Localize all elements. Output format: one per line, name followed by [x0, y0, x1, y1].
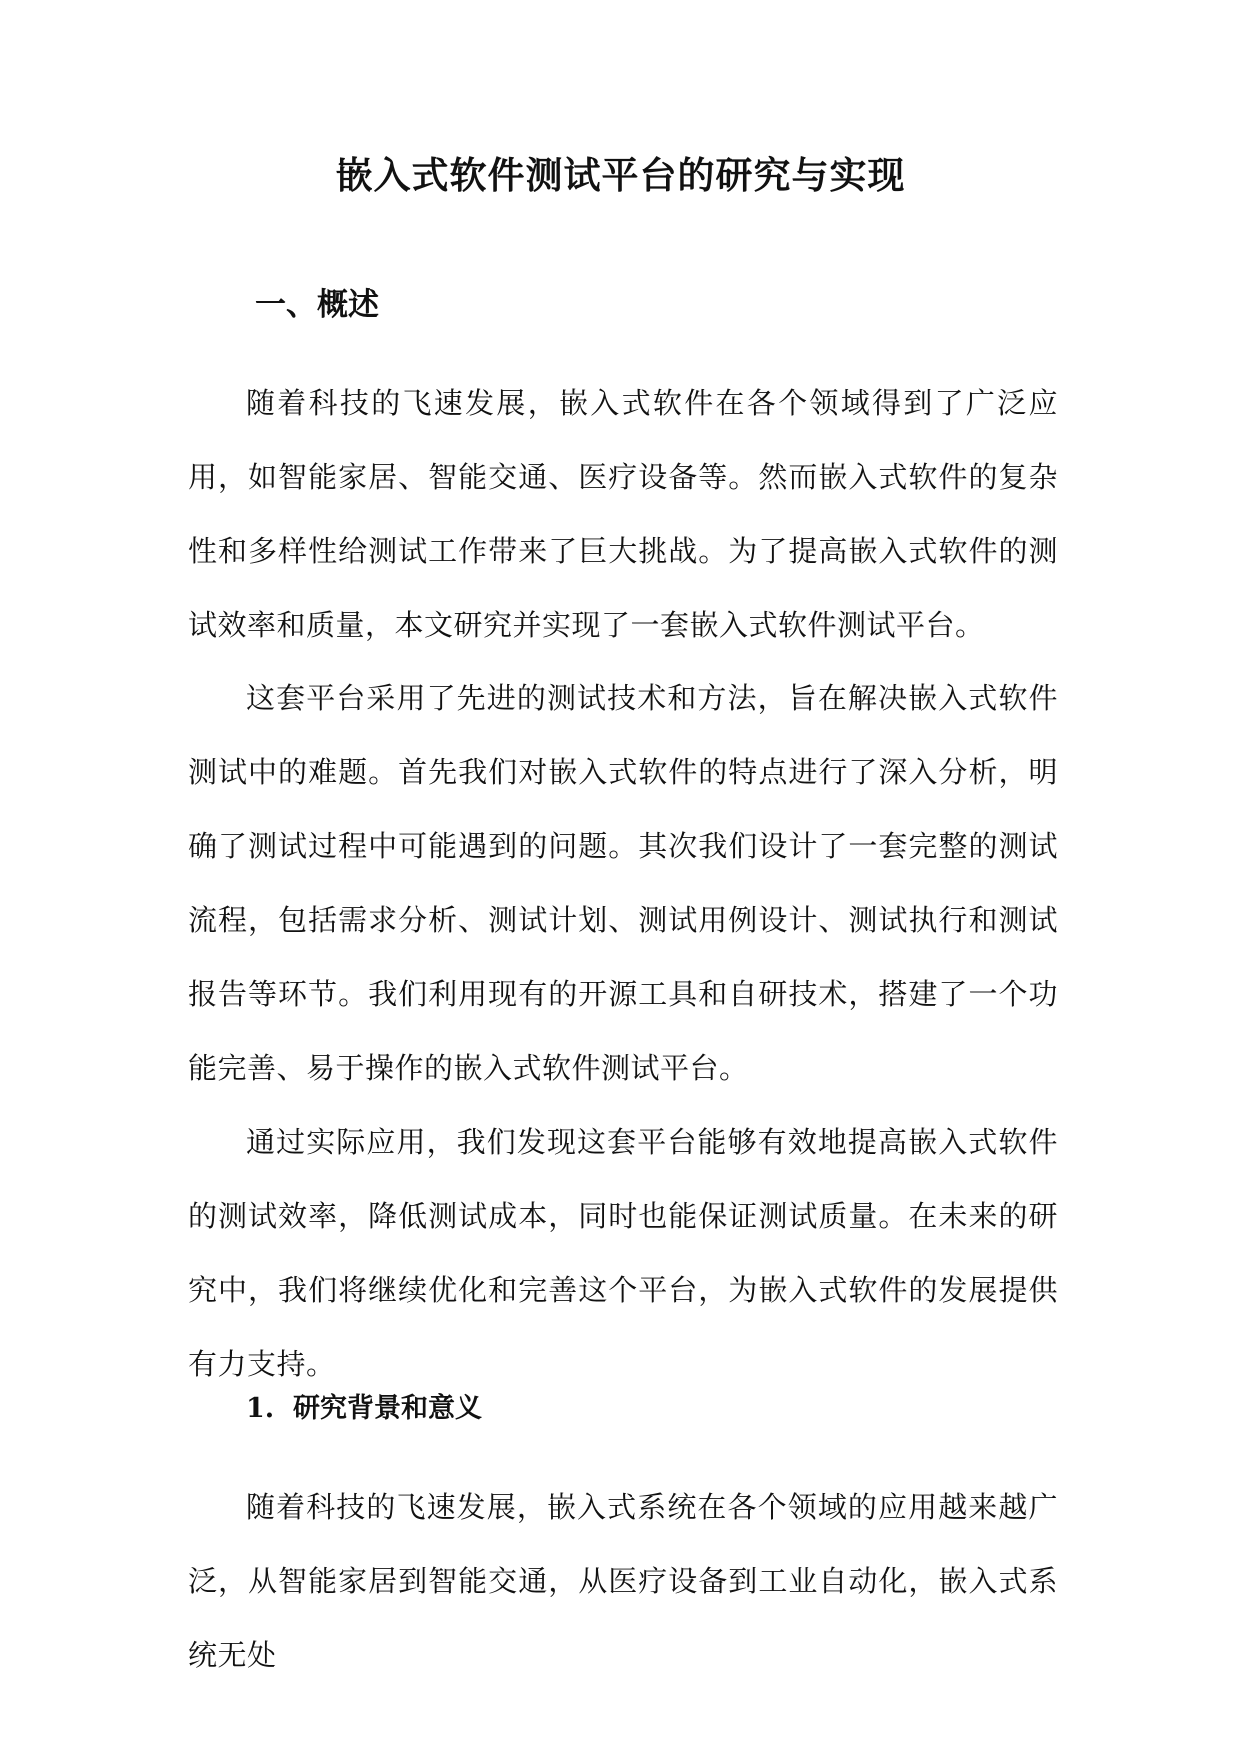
- paragraph-4: 随着科技的飞速发展，嵌入式系统在各个领域的应用越来越广泛，从智能家居到智能交通，从医疗设备到工业自动化，嵌入式系统无处: [188, 1490, 1058, 1672]
- paragraph-1: 随着科技的飞速发展，嵌入式软件在各个领域得到了广泛应用，如智能家居、智能交通、医疗设备等。然而嵌入式软件的复杂性和多样性给测试工作带来了巨大挑战。为了提高嵌入式软件的测试效率和质量，本文研究并实现了一套嵌入式软件测试平台。: [188, 386, 1058, 642]
- section-heading-overview: 一、概述: [255, 287, 379, 323]
- paragraph-3: 通过实际应用，我们发现这套平台能够有效地提高嵌入式软件的测试效率，降低测试成本，同时也能保证测试质量。在未来的研究中，我们将继续优化和完善这个平台，为嵌入式软件的发展提供有力支持。: [188, 1125, 1058, 1381]
- subsection-heading-background: 1. 研究背景和意义: [246, 1393, 482, 1424]
- document-title: 嵌入式软件测试平台的研究与实现: [335, 153, 906, 197]
- paragraph-2: 这套平台采用了先进的测试技术和方法，旨在解决嵌入式软件测试中的难题。首先我们对嵌入式软件的特点进行了深入分析，明确了测试过程中可能遇到的问题。其次我们设计了一套完整的测试流程，包括需求分析、测试计划、测试用例设计、测试执行和测试报告等环节。我们利用现有的开源工具和自研技术，搭建了一个功能完善、易于操作的嵌入式软件测试平台。: [188, 681, 1058, 1085]
